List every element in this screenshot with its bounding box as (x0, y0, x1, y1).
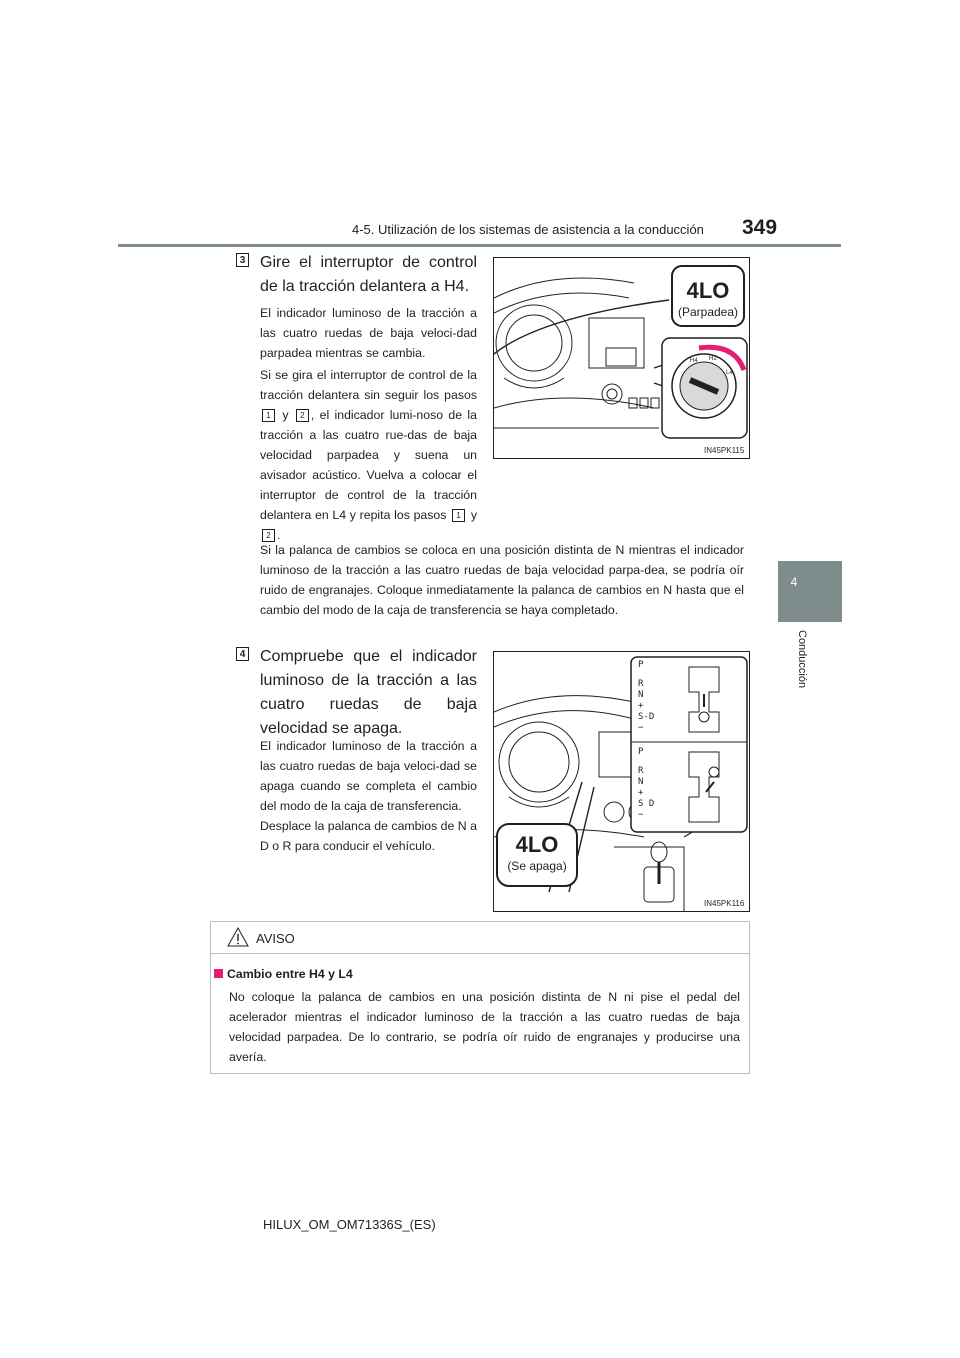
step-4-paragraph-1: El indicador luminoso de la tracción a las cuatro ruedas de baja veloci-dad se apaga cuando se completa el cambio del modo de la caja de transferencia. (260, 739, 477, 813)
header-rule (118, 244, 841, 247)
svg-text:H4: H4 (690, 358, 698, 364)
step-4-badge: 4 (236, 647, 249, 661)
step-4-body (260, 736, 477, 856)
gate-label: N (638, 690, 644, 700)
chapter-label: Conducción (796, 630, 808, 689)
step-3-title: Gire el interruptor de control de la tracción delantera a H4. (260, 254, 477, 295)
indicator-4lo-label: 4LO (515, 832, 559, 857)
gate-label: P (638, 747, 644, 757)
step-3-p2-text-c: , el indicador lumi-noso de la tracción a las cuatro rue-das de baja velocidad parpadea y suena un avisador acústico. Vuelva a colocar el interruptor de control de la tracción delantera en L4 y repita los pasos (260, 408, 477, 522)
figure-code: IN45PK115 (704, 446, 745, 455)
step-3-paragraph-1: El indicador luminoso de la tracción a las cuatro ruedas de baja veloci-dad parpadea mientras se cambia. (260, 306, 477, 360)
chapter-tab (778, 561, 842, 622)
step-3-p2-y2: y (470, 508, 478, 522)
step-3-paragraph-3: Si la palanca de cambios se coloca en una posición distinta de N mientras el indicador luminoso de la tracción a las cuatro ruedas de baja velocidad parpa-dea, se podría oír ruido de engranajes. Coloque inmediatamente la palanca de cambios en N hasta que el cambio del modo de la caja de transferencia se haya completado. (260, 543, 744, 617)
warning-bullet-icon (214, 969, 223, 978)
step-4-paragraph-2: Desplace la palanca de cambios de N a D o R para conducir el vehículo. (260, 819, 477, 853)
gate-label: N (638, 777, 644, 787)
step-3-p2-y: y (282, 408, 289, 422)
gate-label: − (638, 810, 644, 820)
step-3-body (260, 303, 477, 547)
chapter-number: 4 (790, 575, 798, 589)
section-title: 4-5. Utilización de los sistemas de asistencia a la conducción (352, 222, 704, 237)
warning-subtitle (214, 967, 353, 981)
step-3-p2-text-a: Si se gira el interruptor de control de la tracción delantera sin seguir los pasos (260, 368, 477, 402)
gate-label: S-D (638, 712, 655, 722)
figure-4wd-switch (493, 257, 750, 459)
indicator-state-label: (Parpadea) (677, 305, 739, 319)
gate-label: R (638, 766, 644, 776)
gate-label: − (638, 723, 644, 733)
figure-code: IN45PK116 (704, 899, 745, 908)
indicator-state-label: (Se apaga) (507, 859, 567, 873)
svg-text:L4: L4 (726, 370, 733, 376)
warning-triangle-icon (226, 926, 250, 948)
warning-text: No coloque la palanca de cambios en una posición distinta de N ni pise el pedal del acelerador mientras el indicador luminoso de la tracción a las cuatro ruedas de baja velocidad parpadea. De lo contrario, se podría oír ruido de engranajes y producirse una avería. (229, 990, 740, 1064)
indicator-4lo-label: 4LO (686, 278, 730, 303)
shift-gate-labels-lower (638, 747, 678, 821)
step-4-title: Compruebe que el indicador luminoso de la tracción a las cuatro ruedas de baja velocidad se apaga. (260, 648, 477, 737)
step-3-badge: 3 (236, 253, 249, 267)
step-3-paragraph-2 (260, 365, 477, 545)
warning-subtitle-text: Cambio entre H4 y L4 (227, 967, 353, 981)
footer-doc-id: HILUX_OM_OM71336S_(ES) (263, 1217, 436, 1232)
gate-label: R (638, 679, 644, 689)
step-ref-badge: 2 (262, 529, 275, 542)
gate-label: P (638, 660, 644, 670)
shift-gate-labels-upper (638, 660, 678, 734)
step-ref-badge: 2 (296, 409, 309, 422)
gate-label: S D (638, 799, 655, 809)
warning-label: AVISO (256, 931, 295, 946)
step-3-p2-end: . (277, 528, 281, 542)
svg-text:H2: H2 (709, 356, 717, 362)
gate-label: + (638, 701, 644, 711)
step-ref-badge: 1 (262, 409, 275, 422)
step-ref-badge: 1 (452, 509, 465, 522)
gate-label: + (638, 788, 644, 798)
figure-shift-lever (493, 651, 750, 912)
page-number: 349 (742, 216, 778, 239)
